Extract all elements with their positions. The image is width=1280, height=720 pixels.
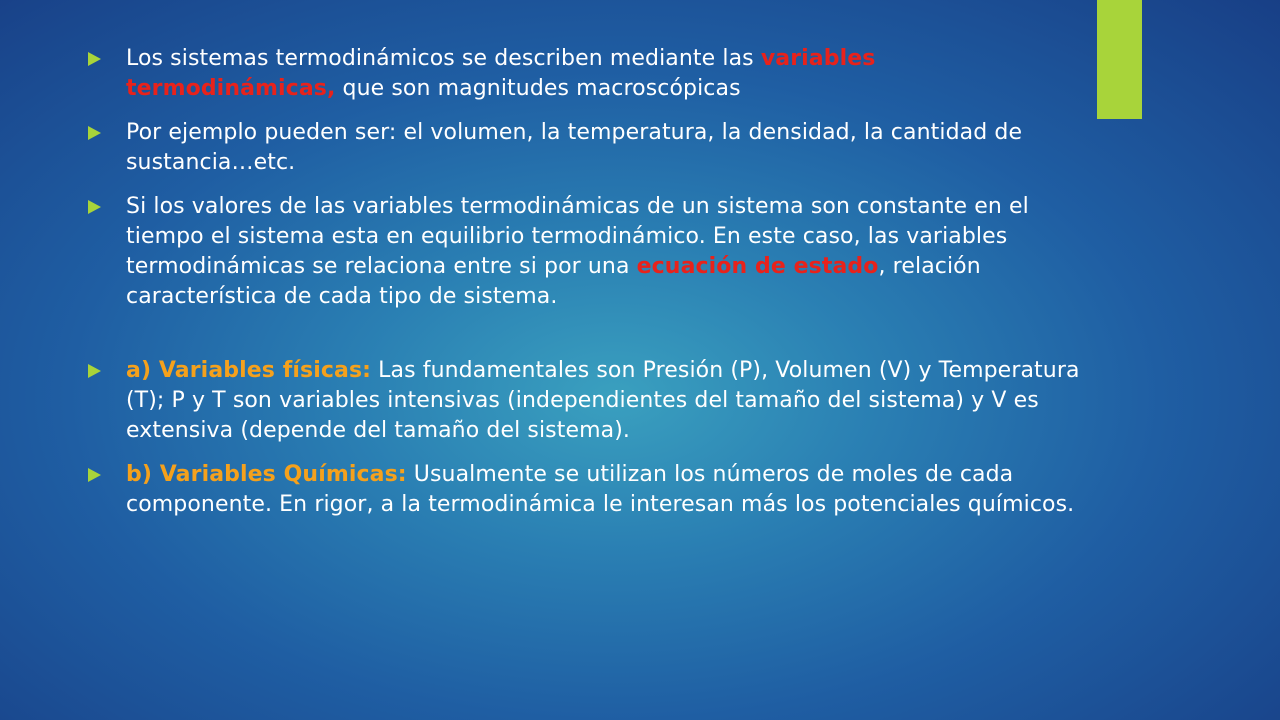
bullet-label: a) Variables físicas: bbox=[126, 358, 372, 383]
slide-body bbox=[88, 44, 1088, 534]
bullet-text: Usualmente se utilizan los números de moles de cada componente. En rigor, a la termodinámica le interesan más los potenciales químicos. bbox=[126, 462, 1075, 517]
bullet-arrow-icon bbox=[88, 52, 101, 66]
bullet-arrow-icon bbox=[88, 468, 101, 482]
bullet-item bbox=[88, 118, 1088, 178]
bullet-text: Si los valores de las variables termodinámicas de un sistema son constante en el tiempo el sistema esta en equilibrio termodinámico. En este caso, las variables termodinámicas se relaciona entre si por una bbox=[126, 194, 1029, 279]
bullet-label: b) Variables Químicas: bbox=[126, 462, 407, 487]
highlight-term: variables termodinámicas, bbox=[126, 46, 876, 101]
highlight-term: ecuación de estado bbox=[636, 254, 879, 279]
bullet-arrow-icon bbox=[88, 200, 101, 214]
accent-bar bbox=[1097, 0, 1142, 119]
bullet-item bbox=[88, 460, 1088, 520]
bullet-arrow-icon bbox=[88, 364, 101, 378]
bullet-text: Por ejemplo pueden ser: el volumen, la temperatura, la densidad, la cantidad de sustancia…etc. bbox=[126, 120, 1023, 175]
bullet-item bbox=[88, 44, 1088, 104]
bullet-text: Las fundamentales son Presión (P), Volumen (V) y Temperatura (T); P y T son variables intensivas (independientes del tamaño del sistema) y V es extensiva (depende del tamaño del sistema). bbox=[126, 358, 1080, 443]
bullet-text: que son magnitudes macroscópicas bbox=[335, 76, 741, 101]
bullet-item bbox=[88, 356, 1088, 446]
bullet-arrow-icon bbox=[88, 126, 101, 140]
bullet-text: , relación característica de cada tipo de sistema. bbox=[126, 254, 981, 309]
bullet-item bbox=[88, 192, 1088, 312]
bullet-text: Los sistemas termodinámicos se describen mediante las bbox=[126, 46, 761, 71]
